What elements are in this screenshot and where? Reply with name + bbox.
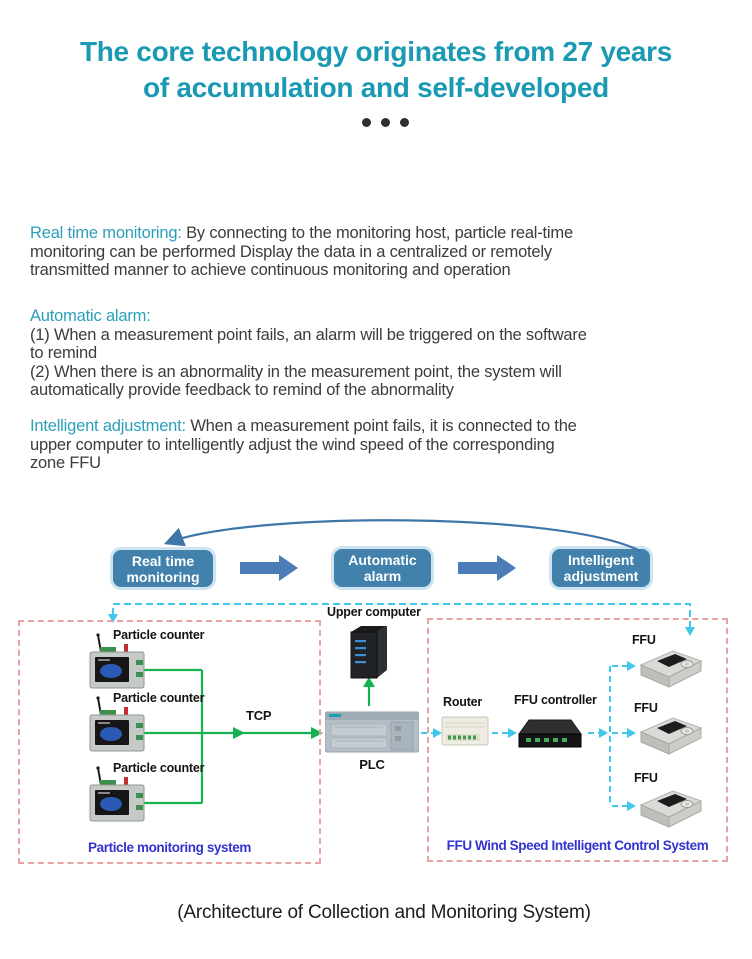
ffu-label: FFU	[632, 633, 656, 647]
flow-step-label: alarm	[363, 568, 402, 584]
ffu-control-system-label: FFU Wind Speed Intelligent Control System	[446, 838, 709, 853]
ffu-unit-icon	[637, 714, 705, 756]
flow-arrow-1	[240, 555, 298, 581]
paragraph-real-time-monitoring	[30, 224, 730, 280]
particle-counter-label: Particle counter	[113, 691, 205, 705]
paragraph-label: Real time monitoring:	[30, 224, 182, 242]
particle-counter-label: Particle counter	[113, 761, 205, 775]
paragraph-text: to remind	[30, 344, 97, 362]
ffu-label: FFU	[634, 701, 658, 715]
ffu-label: FFU	[634, 771, 658, 785]
flow-step-label: Automatic	[348, 552, 417, 568]
paragraph-label: Automatic alarm:	[30, 307, 151, 325]
flow-step-label: Intelligent	[567, 552, 635, 568]
paragraph-text: upper computer to intelligently adjust the wind speed of the corresponding	[30, 435, 555, 454]
page-title-line2: of accumulation and self-developed	[143, 72, 609, 103]
flow-step-label: monitoring	[126, 568, 200, 585]
upper-computer-tower-icon	[345, 624, 391, 680]
title-ellipsis-dots	[362, 118, 409, 127]
page-title	[0, 34, 752, 106]
flow-step-label: Real time	[131, 552, 195, 569]
paragraph-text: By connecting to the monitoring host, particle real-time	[186, 224, 573, 242]
ffu-controller-label: FFU controller	[514, 693, 597, 707]
plc-label: PLC	[359, 757, 385, 772]
paragraph-text: monitoring can be performed Display the data in a centralized or remotely	[30, 242, 552, 261]
paragraph-text: (2) When there is an abnormality in the measurement point, the system will	[30, 362, 562, 381]
particle-monitoring-system-label: Particle monitoring system	[88, 840, 251, 855]
particle-counter-label: Particle counter	[113, 628, 205, 642]
particle-counter-icon	[88, 632, 148, 690]
paragraph-text: When a measurement point fails, it is connected to the	[190, 417, 577, 435]
flow-step-real-time-monitoring	[113, 550, 213, 587]
upper-computer-label: Upper computer	[327, 605, 421, 619]
router-label: Router	[443, 695, 483, 709]
flow-step-intelligent-adjustment	[552, 549, 650, 587]
router-device-icon	[441, 713, 489, 749]
paragraph-text: transmitted manner to achieve continuous monitoring and operation	[30, 261, 511, 279]
page-title-line1: The core technology originates from 27 years	[79, 36, 673, 67]
particle-counter-icon	[88, 765, 148, 823]
particle-monitoring-system-box	[18, 620, 321, 864]
feedback-arc-arrow	[167, 520, 640, 551]
paragraph-text: automatically provide feedback to remind of the abnormality	[30, 381, 454, 399]
paragraph-intelligent-adjustment	[30, 417, 730, 473]
paragraph-text: zone FFU	[30, 454, 101, 472]
paragraph-automatic-alarm	[30, 307, 730, 400]
ffu-unit-icon	[637, 647, 705, 689]
tcp-label: TCP	[246, 708, 272, 723]
flow-step-automatic-alarm	[334, 549, 431, 587]
particle-counter-icon	[88, 695, 148, 753]
flow-arrow-2	[458, 555, 516, 581]
ffu-controller-device-icon	[515, 714, 585, 754]
flow-step-label: adjustment	[563, 568, 639, 584]
ffu-unit-icon	[637, 787, 705, 829]
paragraph-text: (1) When a measurement point fails, an alarm will be triggered on the software	[30, 325, 587, 344]
diagram-caption: (Architecture of Collection and Monitoring System)	[177, 902, 591, 923]
plc-device-icon	[325, 710, 419, 754]
paragraph-label: Intelligent adjustment:	[30, 417, 186, 435]
